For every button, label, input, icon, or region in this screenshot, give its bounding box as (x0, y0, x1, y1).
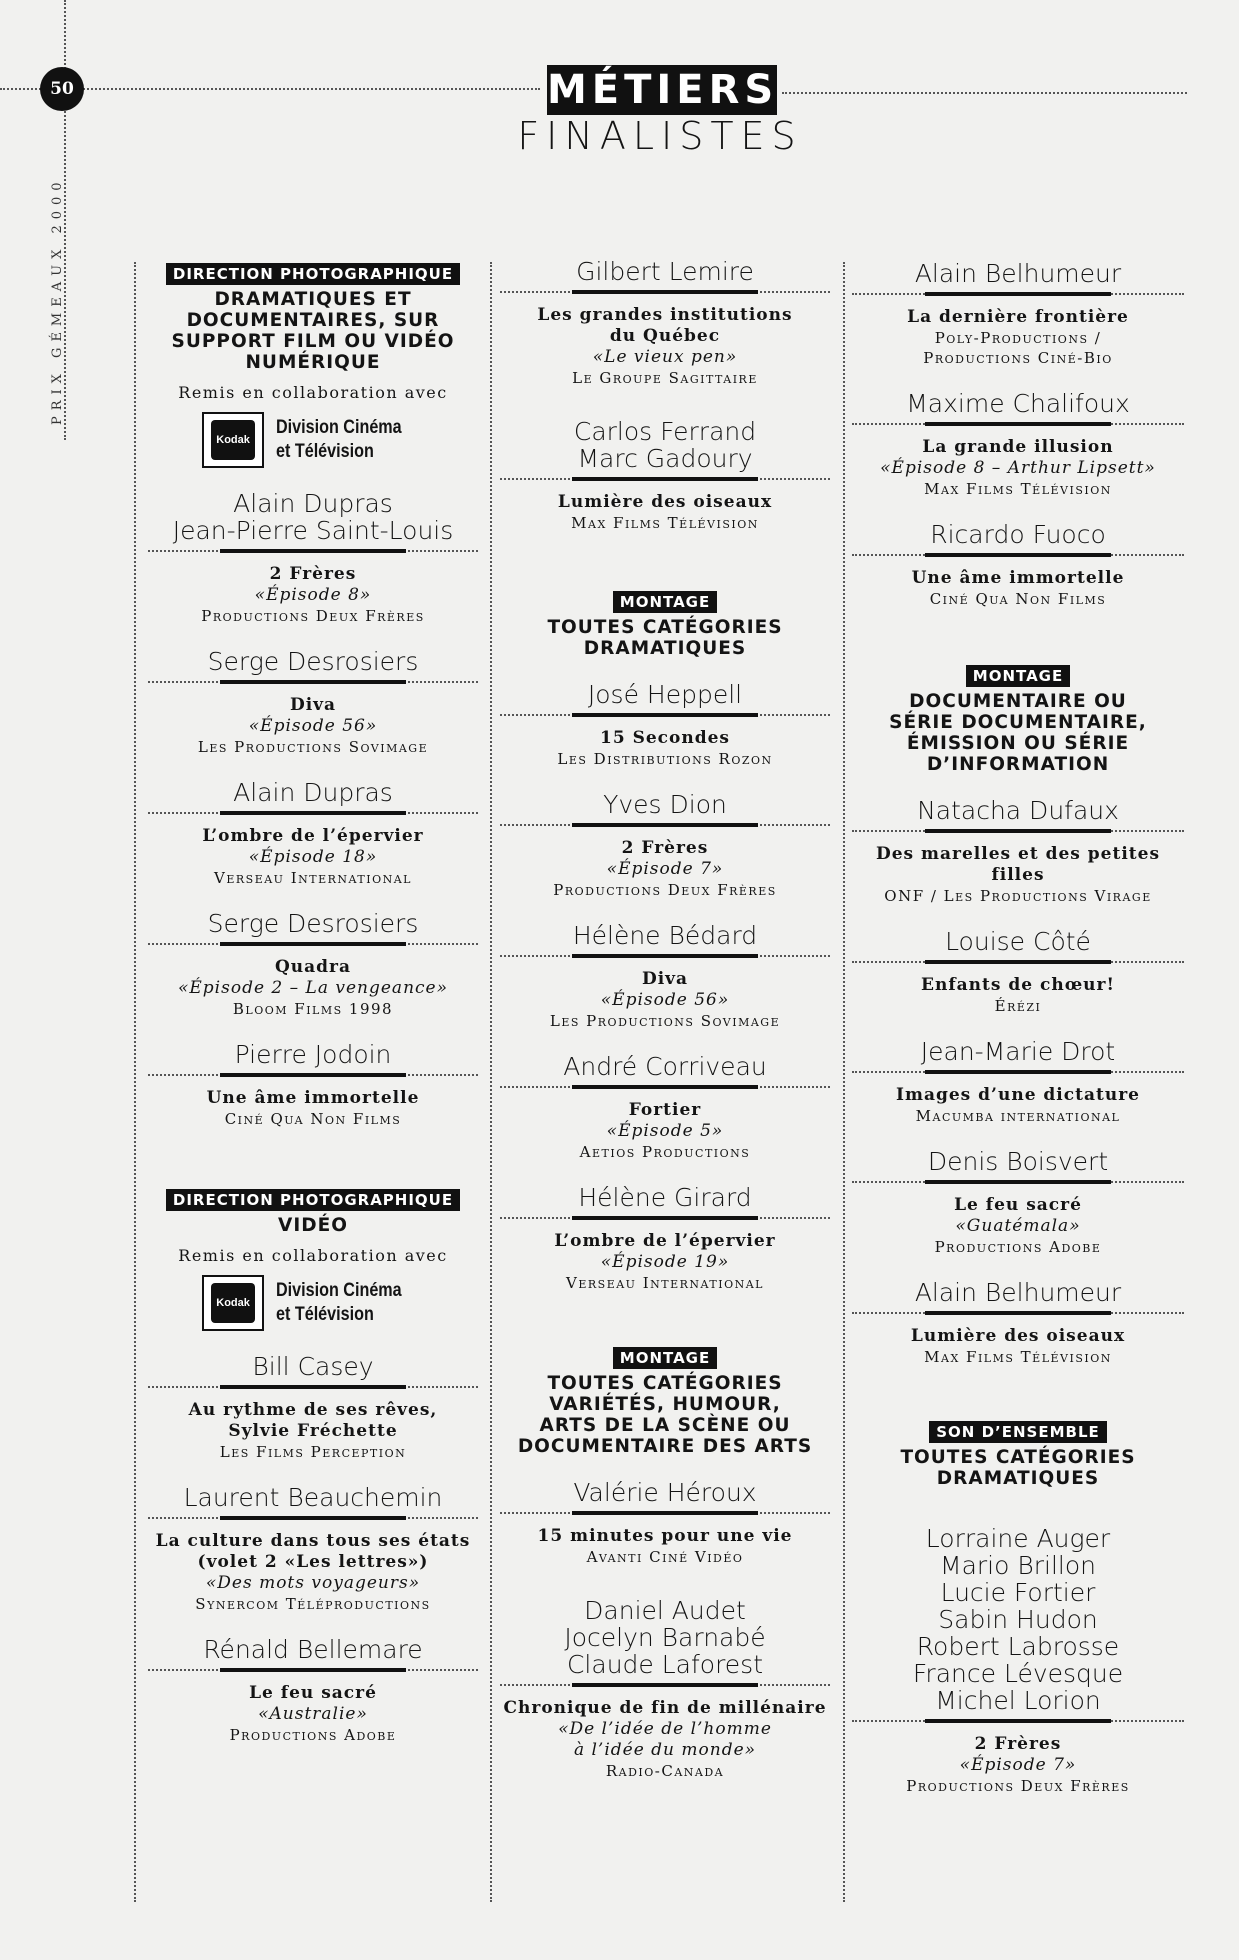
entry-rule (500, 1682, 830, 1688)
finalist-entry (500, 1053, 830, 1162)
finalist-entry (852, 928, 1184, 1016)
work-title: 2 Frères (621, 838, 709, 858)
work-title: Images d’une dictature (896, 1085, 1140, 1105)
finalist-entry (852, 260, 1184, 368)
work-title: L’ombre de l’épervier (202, 826, 424, 846)
finalist-names: Louise Côté (945, 927, 1091, 956)
episode: «Guatémala» (955, 1216, 1081, 1236)
finalist-names: Alain Belhumeur (914, 1278, 1122, 1307)
production-company: Max Films Télévision (924, 1348, 1112, 1366)
category-block (500, 591, 830, 659)
kodak-sponsor-logo (202, 412, 424, 468)
kodak-logo-icon: Kodak (202, 412, 264, 468)
column-1 (148, 263, 478, 1745)
entry-rule (852, 1069, 1184, 1075)
episode: «Épisode 5» (606, 1121, 724, 1141)
finalist-entry (852, 1279, 1184, 1367)
category-block (852, 665, 1184, 775)
finalist-names: Alain Dupras (233, 778, 393, 807)
production-company: Productions Adobe (934, 1238, 1102, 1256)
category-block (148, 263, 478, 468)
finalist-entry (148, 779, 478, 888)
page-number: 50 (40, 67, 84, 111)
category-title: TOUTES CATÉGORIES DRAMATIQUES (900, 1447, 1136, 1489)
production-company: Verseau International (214, 869, 412, 887)
entry-rule (500, 476, 830, 482)
category-tag: MONTAGE (613, 1347, 717, 1369)
entry-rule (500, 953, 830, 959)
work-title: 2 Frères (269, 564, 357, 584)
entry-rule (148, 1515, 478, 1521)
production-company: Aetios Productions (579, 1143, 751, 1161)
entry-rule (500, 1510, 830, 1516)
production-company: Les Productions Sovimage (197, 738, 429, 756)
work-title: Les grandes institutions du Québec (537, 305, 793, 346)
sponsor-note: Remis en collaboration avec (178, 383, 448, 402)
sponsor-line-2: et Télévision (276, 1304, 374, 1325)
category-title: DRAMATIQUES ET DOCUMENTAIRES, SUR SUPPORT FILM OU VIDÉO NUMÉRIQUE (171, 289, 455, 373)
finalist-entry (148, 1353, 478, 1462)
work-title: Une âme immortelle (206, 1088, 420, 1108)
kodak-logo-icon: Kodak (202, 1275, 264, 1331)
work-title: 15 minutes pour une vie (537, 1526, 793, 1546)
finalist-names: Pierre Jodoin (234, 1040, 392, 1069)
category-tag: SON D’ENSEMBLE (929, 1421, 1107, 1443)
entry-rule (852, 552, 1184, 558)
finalist-names: André Corriveau (563, 1052, 767, 1081)
category-title: TOUTES CATÉGORIES VARIÉTÉS, HUMOUR, ARTS DE LA SCÈNE OU DOCUMENTAIRE DES ARTS (517, 1373, 813, 1457)
production-company: Érézi (994, 997, 1042, 1015)
finalist-entry (500, 1597, 830, 1781)
header-dotted-line-right (782, 92, 1187, 94)
finalist-entry (148, 1484, 478, 1614)
production-company: Synercom Téléproductions (195, 1595, 431, 1613)
finalist-entry (500, 1479, 830, 1567)
production-company: ONF / Les Productions Virage (884, 887, 1152, 905)
work-title: La dernière frontière (907, 307, 1129, 327)
category-tag: DIRECTION PHOTOGRAPHIQUE (166, 1189, 460, 1211)
finalist-names: Serge Desrosiers (207, 647, 419, 676)
production-company: Poly-Productions / Productions Ciné-Bio (923, 329, 1113, 367)
category-title: DOCUMENTAIRE OU SÉRIE DOCUMENTAIRE, ÉMISSION OU SÉRIE D’INFORMATION (889, 691, 1147, 775)
work-title: Le feu sacré (954, 1195, 1082, 1215)
category-tag: MONTAGE (966, 665, 1070, 687)
finalist-names: Gilbert Lemire (576, 257, 754, 286)
production-company: Radio-Canada (605, 1762, 725, 1780)
entry-rule (500, 1215, 830, 1221)
work-title: Une âme immortelle (911, 568, 1125, 588)
finalist-names: Carlos Ferrand Marc Gadoury (573, 417, 757, 473)
column-separator-right (843, 262, 845, 1902)
finalist-names: Alain Dupras Jean-Pierre Saint-Louis (172, 489, 454, 545)
finalist-names: Serge Desrosiers (207, 909, 419, 938)
production-company: Ciné Qua Non Films (224, 1110, 402, 1128)
finalist-entry (852, 1038, 1184, 1126)
finalist-entry (148, 1041, 478, 1129)
episode: «Épisode 8 – Arthur Lipsett» (880, 458, 1156, 478)
production-company: Macumba international (915, 1107, 1121, 1125)
production-company: Productions Adobe (229, 1726, 397, 1744)
side-running-title: PRIX GÉMEAUX 2000 (50, 176, 65, 425)
episode: «Épisode 7» (959, 1755, 1077, 1775)
entry-rule (852, 421, 1184, 427)
entry-rule (148, 679, 478, 685)
finalist-entry (852, 797, 1184, 906)
work-title: Lumière des oiseaux (910, 1326, 1126, 1346)
finalist-entry (852, 390, 1184, 499)
entry-rule (148, 1384, 478, 1390)
production-company: Productions Deux Frères (906, 1777, 1130, 1795)
work-title: Le feu sacré (249, 1683, 377, 1703)
episode: «Épisode 8» (254, 585, 372, 605)
finalist-entry (148, 648, 478, 757)
production-company: Productions Deux Frères (553, 881, 777, 899)
work-title: Des marelles et des petites filles (875, 844, 1161, 885)
finalist-names: Hélène Bédard (572, 921, 758, 950)
entry-rule (500, 712, 830, 718)
work-title: Chronique de fin de millénaire (503, 1698, 827, 1718)
finalist-names: Bill Casey (252, 1352, 374, 1381)
finalist-entry (148, 910, 478, 1019)
page-subtitle: FINALISTES (517, 114, 803, 158)
episode: «Épisode 7» (606, 859, 724, 879)
page-title: MÉTIERS (547, 67, 779, 113)
finalist-names: Maxime Chalifoux (906, 389, 1130, 418)
finalist-entry (500, 258, 830, 388)
finalist-entry (500, 1184, 830, 1293)
entry-rule (852, 1310, 1184, 1316)
finalist-entry (852, 1525, 1184, 1796)
category-tag: MONTAGE (613, 591, 717, 613)
finalist-names: Daniel Audet Jocelyn Barnabé Claude Laforest (564, 1596, 766, 1679)
production-company: Les Distributions Rozon (557, 750, 773, 768)
work-title: Diva (641, 969, 689, 989)
production-company: Le Groupe Sagittaire (572, 369, 758, 387)
episode: «Australie» (258, 1704, 368, 1724)
work-title: 2 Frères (974, 1734, 1062, 1754)
work-title: Lumière des oiseaux (557, 492, 773, 512)
finalist-names: Alain Belhumeur (914, 259, 1122, 288)
finalist-names: Jean-Marie Drot (920, 1037, 1116, 1066)
episode: «Épisode 56» (248, 716, 378, 736)
production-company: Les Productions Sovimage (549, 1012, 781, 1030)
category-block (852, 1421, 1184, 1489)
episode: «Épisode 56» (600, 990, 730, 1010)
column-separator-left (134, 262, 136, 1902)
column-separator-middle (490, 262, 492, 1902)
finalist-names: Yves Dion (603, 790, 727, 819)
entry-rule (148, 1072, 478, 1078)
sponsor-line-1: Division Cinéma (276, 1280, 402, 1301)
entry-rule (852, 1718, 1184, 1724)
entry-rule (500, 822, 830, 828)
column-2 (500, 258, 830, 1781)
sponsor-line-2: et Télévision (276, 441, 374, 462)
entry-rule (852, 959, 1184, 965)
episode: «De l’idée de l’homme à l’idée du monde» (558, 1719, 772, 1760)
finalist-entry (500, 418, 830, 533)
work-title: Enfants de chœur! (921, 975, 1115, 995)
finalist-names: Lorraine Auger Mario Brillon Lucie Fortier Sabin Hudon Robert Labrosse France Lévesque Michel Lorion (912, 1524, 1124, 1715)
production-company: Les Films Perception (219, 1443, 407, 1461)
production-company: Max Films Télévision (571, 514, 759, 532)
column-3 (852, 260, 1184, 1796)
category-title: TOUTES CATÉGORIES DRAMATIQUES (547, 617, 783, 659)
episode: «Le vieux pen» (592, 347, 738, 367)
finalist-names: Valérie Héroux (573, 1478, 757, 1507)
entry-rule (852, 1179, 1184, 1185)
sponsor-note: Remis en collaboration avec (178, 1246, 448, 1265)
finalist-entry (852, 1148, 1184, 1257)
episode: «Épisode 19» (600, 1252, 730, 1272)
episode: «Des mots voyageurs» (205, 1573, 421, 1593)
work-title: La grande illusion (922, 437, 1114, 457)
finalist-entry (500, 791, 830, 900)
production-company: Verseau International (566, 1274, 764, 1292)
work-title: L’ombre de l’épervier (554, 1231, 776, 1251)
work-title: Quadra (274, 957, 352, 977)
category-title: VIDÉO (278, 1215, 348, 1236)
work-title: 15 Secondes (600, 728, 730, 748)
entry-rule (148, 1667, 478, 1673)
category-block (500, 1347, 830, 1457)
entry-rule (500, 289, 830, 295)
entry-rule (500, 1084, 830, 1090)
production-company: Ciné Qua Non Films (929, 590, 1107, 608)
finalist-names: Hélène Girard (578, 1183, 752, 1212)
work-title: Au rythme de ses rêves, Sylvie Fréchette (188, 1400, 438, 1441)
finalist-entry (500, 922, 830, 1031)
production-company: Avanti Ciné Vidéo (586, 1548, 744, 1566)
entry-rule (148, 941, 478, 947)
work-title: La culture dans tous ses états (volet 2 «Les lettres») (155, 1531, 471, 1572)
work-title: Diva (289, 695, 337, 715)
finalist-names: Laurent Beauchemin (183, 1483, 443, 1512)
entry-rule (852, 291, 1184, 297)
finalist-names: José Heppell (587, 680, 743, 709)
finalist-names: Rénald Bellemare (203, 1635, 423, 1664)
finalist-names: Ricardo Fuoco (930, 520, 1106, 549)
episode: «Épisode 2 – La vengeance» (177, 978, 448, 998)
finalist-names: Natacha Dufaux (917, 796, 1119, 825)
finalist-entry (852, 521, 1184, 609)
finalist-entry (148, 1636, 478, 1745)
entry-rule (148, 810, 478, 816)
finalist-entry (500, 681, 830, 769)
production-company: Bloom Films 1998 (232, 1000, 394, 1018)
kodak-sponsor-logo (202, 1275, 424, 1331)
work-title: Fortier (628, 1100, 702, 1120)
finalist-names: Denis Boisvert (927, 1147, 1109, 1176)
production-company: Max Films Télévision (924, 480, 1112, 498)
entry-rule (852, 828, 1184, 834)
category-tag: DIRECTION PHOTOGRAPHIQUE (166, 263, 460, 285)
entry-rule (148, 548, 478, 554)
category-block (148, 1189, 478, 1331)
production-company: Productions Deux Frères (201, 607, 425, 625)
finalist-entry (148, 490, 478, 626)
episode: «Épisode 18» (248, 847, 378, 867)
sponsor-line-1: Division Cinéma (276, 417, 402, 438)
